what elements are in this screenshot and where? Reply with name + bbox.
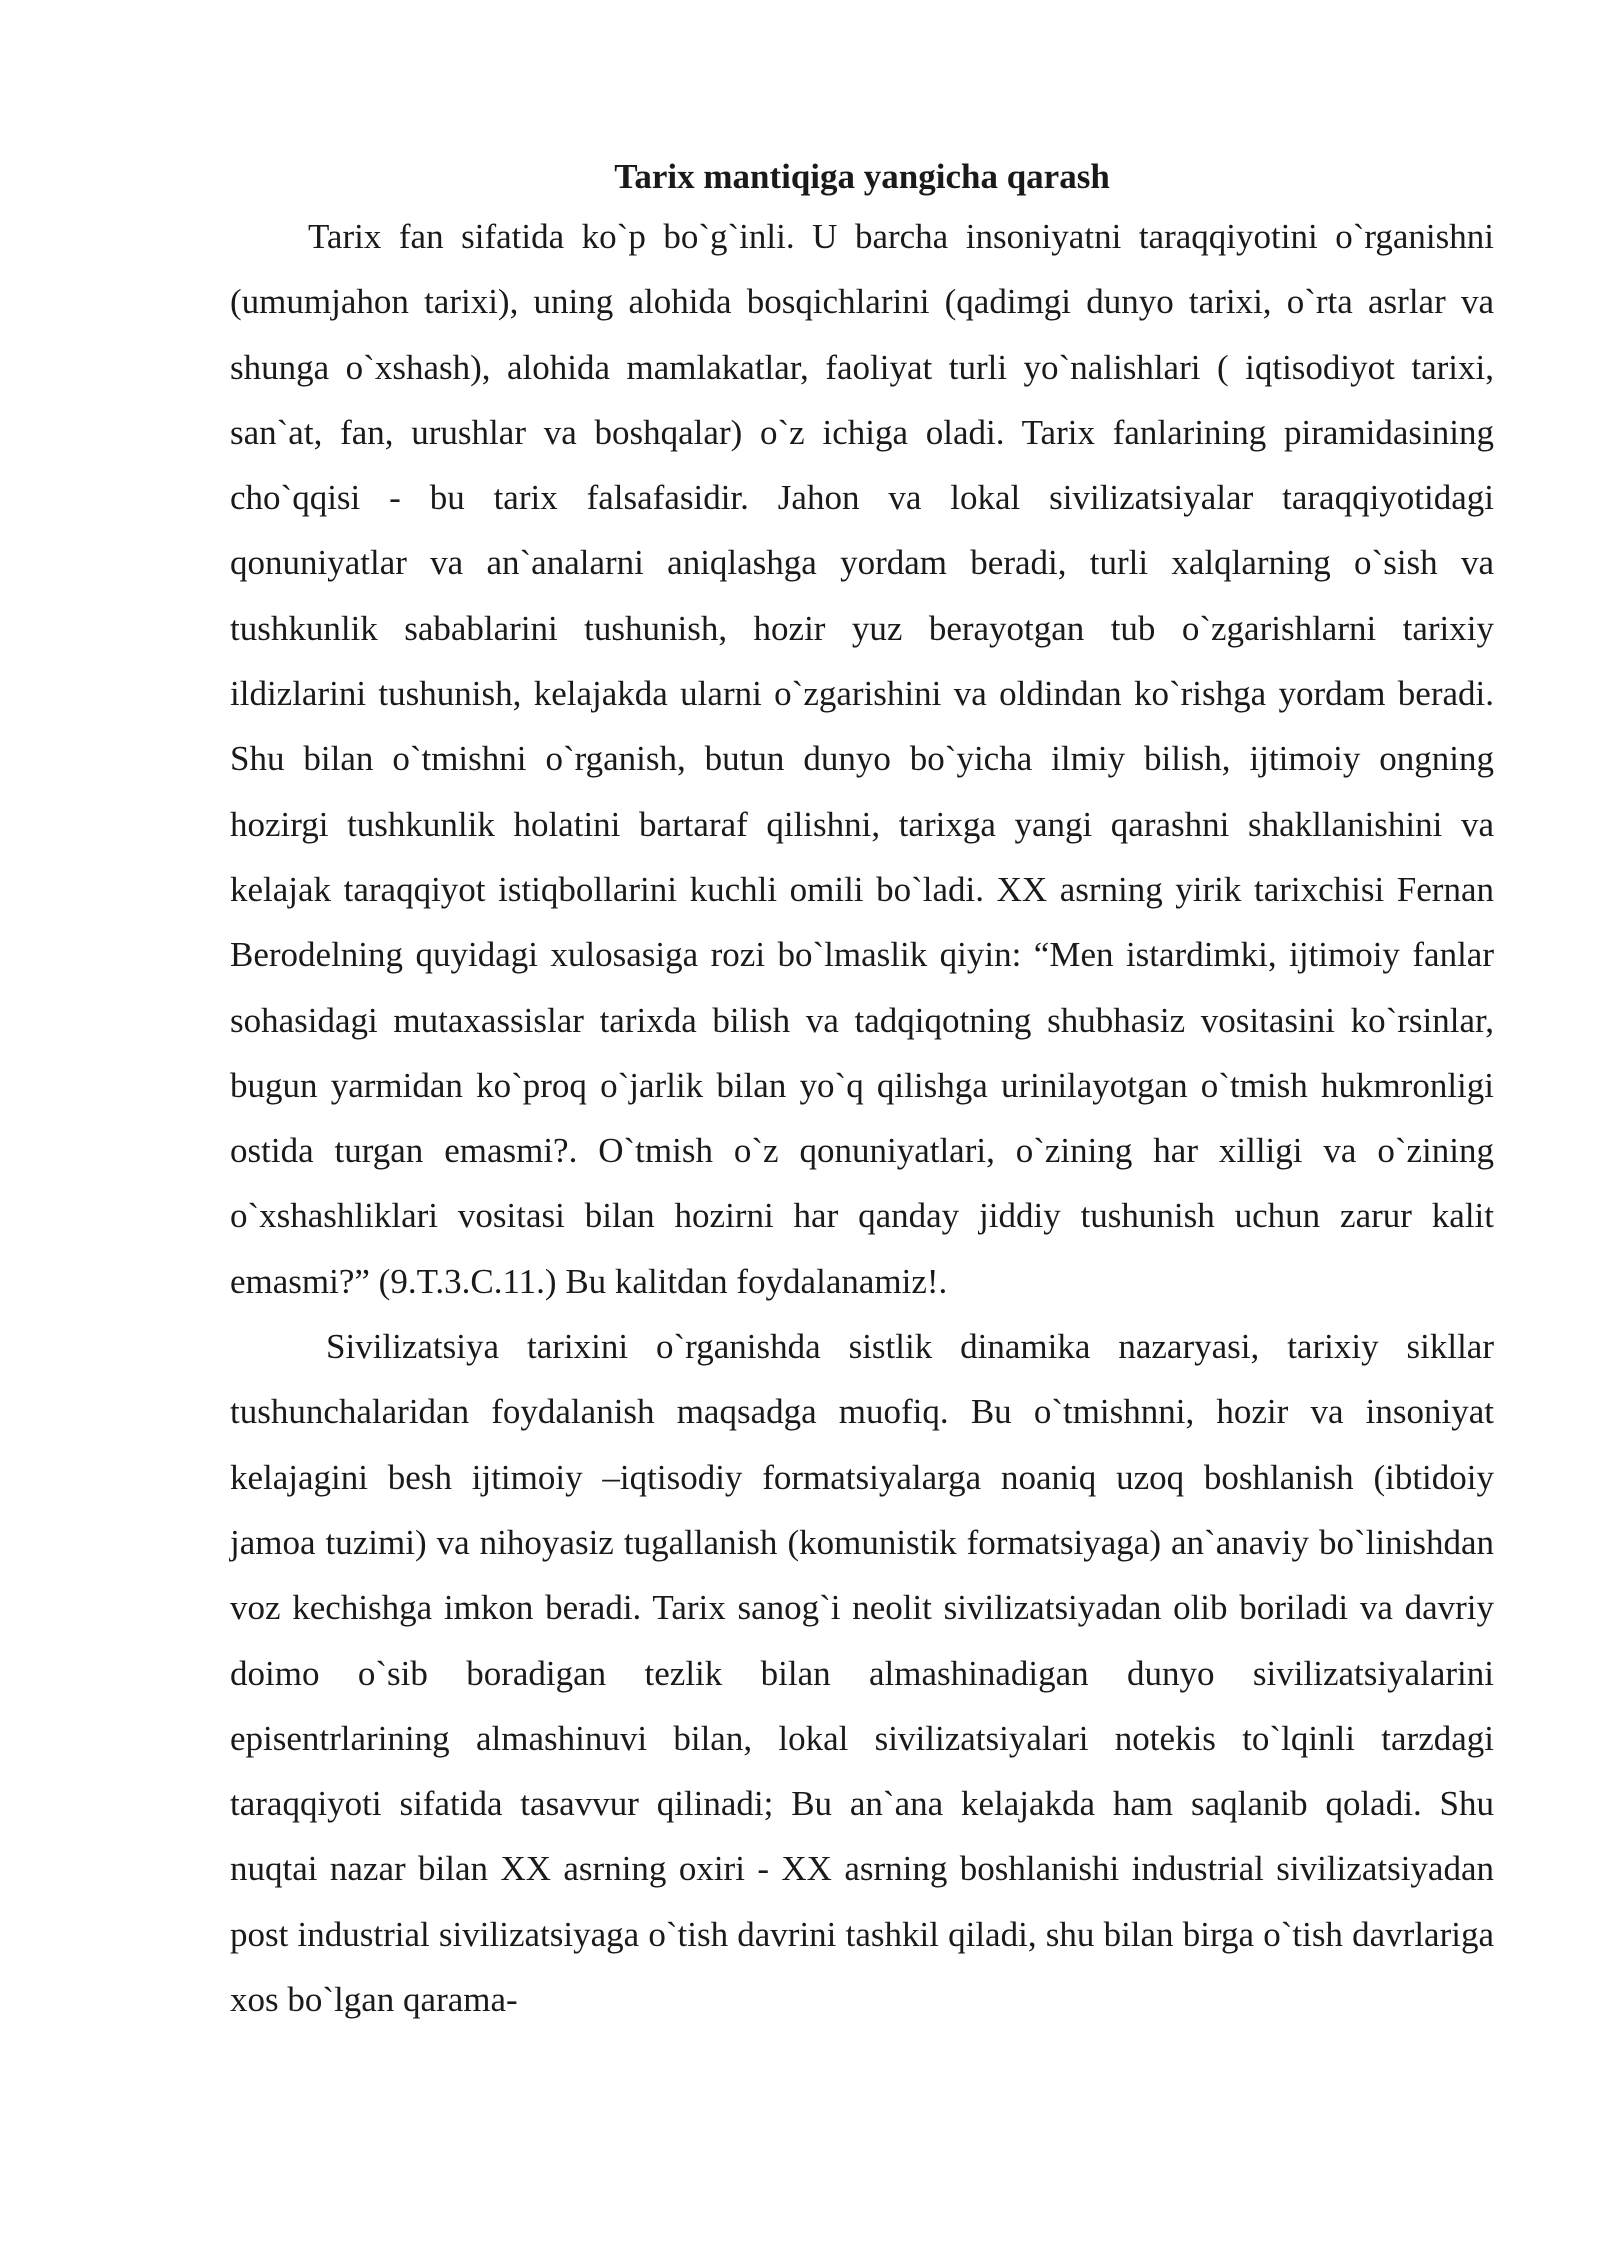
document-body — [230, 150, 1494, 2032]
paragraph-2: Sivilizatsiya tarixini o`rganishda sistlik dinamika nazaryasi, tarixiy sikllar tushunchalaridan foydalanish maqsadga muofiq. Bu o`tmishnni, hozir va insoniyat kelajagini besh ijtimoiy –iqtisodiy formatsiyalarga noaniq uzoq boshlanish (ibtidoiy jamoa tuzimi) va nihoyasiz tugallanish (komunistik formatsiyaga) an`anaviy bo`linishdan voz kechishga imkon beradi. Tarix sanog`i neolit sivilizatsiyadan olib boriladi va davriy doimo o`sib boradigan tezlik bilan almashinadigan dunyo sivilizatsiyalarini episentrlarining almashinuvi bilan, lokal sivilizatsiyalari notekis to`lqinli tarzdagi taraqqiyoti sifatida tasavvur qilinadi; Bu an`ana kelajakda ham saqlanib qoladi. Shu nuqtai nazar bilan XX asrning oxiri - XX asrning boshlanishi industrial sivilizatsiyadan post industrial sivilizatsiyaga o`tish davrini tashkil qiladi, shu bilan birga o`tish davrlariga xos bo`lgan qarama- — [230, 1327, 1494, 2020]
document-title: Tarix mantiqiga yangicha qarash — [614, 157, 1110, 196]
paragraph-1: Tarix fan sifatida ko`p bo`g`inli. U barcha insoniyatni taraqqiyotini o`rganishni (umumjahon tarixi), uning alohida bosqichlarini (qadimgi dunyo tarixi, o`rta asrlar va shunga o`xshash), alohida mamlakatlar, faoliyat turli yo`nalishlari ( iqtisodiyot tarixi, san`at, fan, urushlar va boshqalar) o`z ichiga oladi. Tarix fanlarining piramidasining cho`qqisi - bu tarix falsafasidir. Jahon va lokal sivilizatsiyalar taraqqiyotidagi qonuniyatlar va an`analarni aniqlashga yordam beradi, turli xalqlarning o`sish va tushkunlik sabablarini tushunish, hozir yuz berayotgan tub o`zgarishlarni tarixiy ildizlarini tushunish, kelajakda ularni o`zgarishini va oldindan ko`rishga yordam beradi. Shu bilan o`tmishni o`rganish, butun dunyo bo`yicha ilmiy bilish, ijtimoiy ongning hozirgi tushkunlik holatini bartaraf qilishni, tarixga yangi qarashni shakllanishini va kelajak taraqqiyot istiqbollarini kuchli omili bo`ladi. XX asrning yirik tarixchisi Fernan Berodelning quyidagi xulosasiga rozi bo`lmaslik qiyin: “Men istardimki, ijtimoiy fanlar sohasidagi mutaxassislar tarixda bilish va tadqiqotning shubhasiz vositasini ko`rsinlar, bugun yarmidan ko`proq o`jarlik bilan yo`q qilishga urinilayotgan o`tmish hukmronligi ostida turgan emasmi?. O`tmish o`z qonuniyatlari, o`zining har xilligi va o`zining o`xshashliklari vositasi bilan hozirni har qanday jiddiy tushunish uchun zarur kalit emasmi?” (9.T.3.C.11.) Bu kalitdan foydalanamiz!. — [230, 217, 1494, 1301]
